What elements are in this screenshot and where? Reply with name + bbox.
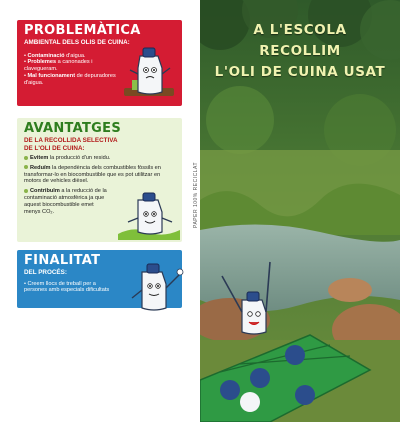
recycled-paper-note: PAPER 100% RECICLAT [193, 161, 199, 228]
finalitat-list [17, 281, 117, 295]
problematica-item: • Problemes a canonades i clavegueram. [24, 59, 93, 73]
avantatges-item: Evitem la producció d'un residu. [24, 155, 176, 162]
problematica-title: PROBLEMÀTICA [24, 23, 141, 38]
avantatges-subtitle-1: DE LA RECOLLIDA SELECTIVA [24, 137, 118, 144]
headline-line-3: L'OLI DE CUINA USAT [214, 64, 386, 80]
finalitat-item: • Creem llocs de treball per a persones amb especials dificultats [24, 280, 110, 294]
cover-headline [200, 20, 400, 83]
finalitat-subtitle: DEL PROCÉS: [24, 269, 67, 276]
avantatges-panel [17, 118, 182, 242]
bottle-mascot-illustration [118, 190, 180, 240]
finalitat-title: FINALITAT [24, 253, 101, 268]
cover-column [200, 0, 400, 422]
avantatges-item: Reduïm la dependència dels combustibles fòssils en transformar-lo en biocombustible que es pot utilitzar en motors de vehicles dièsel. [24, 164, 161, 185]
problematica-list [17, 53, 117, 88]
headline-line-2: RECOLLIM [259, 43, 341, 59]
bottle-mascot-illustration [124, 258, 184, 318]
bottle-mascot-illustration [118, 40, 180, 102]
problematica-panel [17, 20, 182, 106]
avantatges-title: AVANTATGES [24, 121, 121, 136]
problematica-item: • Contaminació d'aigua. [24, 52, 86, 59]
problematica-subtitle: AMBIENTAL DELS OLIS DE CUINA: [24, 39, 130, 46]
avantatges-item: Contribuïm a la reducció de la contaminació atmosfèrica ja que aquest biocombustible emet menys CO₂. [24, 188, 107, 215]
headline-line-1: A L'ESCOLA [253, 22, 347, 38]
avantatges-subtitle-2: DE L'OLI DE CUINA: [24, 144, 85, 152]
problematica-item: • Mal funcionament de depuradores d'aigua. [24, 73, 116, 87]
